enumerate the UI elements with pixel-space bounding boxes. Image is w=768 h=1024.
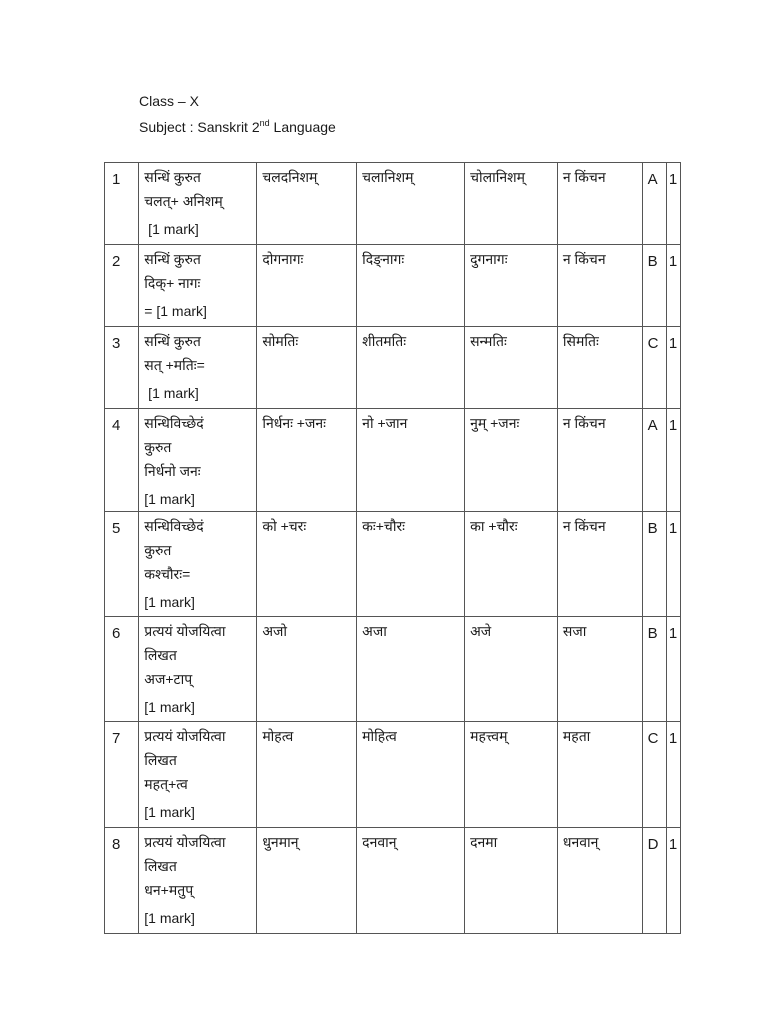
table-row (105, 327, 681, 409)
option-cell-d (557, 409, 642, 512)
answer-cell (642, 617, 666, 722)
option-cell-d (557, 722, 642, 828)
option-cell-d (557, 512, 642, 617)
answer-cell (642, 245, 666, 327)
question-number-cell (105, 722, 139, 828)
option-cell-b (357, 828, 465, 934)
question-line: निर्धनो जनः (144, 463, 201, 479)
question-line: कुरुत (144, 542, 172, 558)
question-cell (139, 512, 257, 617)
option-text: सोमतिः (262, 333, 299, 349)
option-cell-c (465, 512, 558, 617)
question-line: प्रत्ययं योजयित्वा (144, 623, 226, 639)
question-line: सन्धिविच्छेदं (144, 518, 204, 534)
mark-label: [1 mark] (144, 594, 195, 610)
table-row (105, 617, 681, 722)
question-number: 2 (112, 253, 121, 270)
option-text: सजा (562, 623, 587, 639)
question-cell (139, 617, 257, 722)
option-text: न किंचन (562, 169, 606, 185)
marks-cell (666, 828, 680, 934)
answer-letter: A (647, 417, 658, 434)
question-number: 7 (112, 730, 121, 747)
mark-label: [1 mark] (144, 221, 199, 237)
subject-line (139, 118, 336, 136)
marks-cell (666, 327, 680, 409)
option-text: सन्मतिः (470, 333, 507, 349)
table-row (105, 163, 681, 245)
question-number: 5 (112, 520, 121, 537)
table-row (105, 828, 681, 934)
answer-letter: B (647, 625, 658, 642)
mark-label: [1 mark] (144, 491, 195, 507)
question-table (104, 162, 681, 934)
question-line: धन+मतुप् (144, 882, 194, 898)
option-cell-b (357, 327, 465, 409)
option-text: दोगनागः (262, 251, 304, 267)
option-text: शीतमतिः (362, 333, 407, 349)
marks-cell (666, 163, 680, 245)
option-text: महत्त्वम् (470, 728, 508, 744)
answer-cell (642, 409, 666, 512)
option-cell-b (357, 245, 465, 327)
marks-cell (666, 722, 680, 828)
option-cell-a (257, 512, 357, 617)
answer-cell (642, 512, 666, 617)
marks-cell (666, 617, 680, 722)
option-text: महता (562, 728, 591, 744)
option-cell-c (465, 828, 558, 934)
question-number-cell (105, 409, 139, 512)
option-text: निर्धनः +जनः (262, 415, 326, 431)
class-text: Class – X (139, 93, 199, 109)
marks-value: 1 (668, 520, 678, 537)
marks-value: 1 (668, 417, 678, 434)
question-number-cell (105, 512, 139, 617)
question-line: कुरुत (144, 439, 172, 455)
question-line: सन्धिविच्छेदं (144, 415, 204, 431)
question-number: 6 (112, 625, 121, 642)
subject-suffix: Language (269, 119, 336, 135)
class-line (139, 92, 199, 110)
question-number-cell (105, 163, 139, 245)
option-cell-c (465, 163, 558, 245)
option-text: धनवान् (562, 834, 599, 850)
option-cell-b (357, 512, 465, 617)
answer-cell (642, 327, 666, 409)
table-row (105, 245, 681, 327)
question-line: प्रत्ययं योजयित्वा (144, 834, 226, 850)
option-text: न किंचन (562, 251, 606, 267)
marks-cell (666, 512, 680, 617)
question-line: दिक्+ नागः (144, 275, 201, 291)
question-line: चलत्+ अनिशम् (144, 193, 223, 209)
question-number: 3 (112, 335, 121, 352)
option-text: नो +जान (362, 415, 408, 431)
option-cell-a (257, 409, 357, 512)
question-line: सत् +मतिः= (144, 357, 205, 373)
answer-letter: C (647, 335, 659, 352)
question-cell (139, 722, 257, 828)
option-cell-a (257, 245, 357, 327)
question-cell (139, 245, 257, 327)
question-cell (139, 163, 257, 245)
marks-value: 1 (668, 253, 678, 270)
option-text: न किंचन (562, 518, 606, 534)
mark-label: [1 mark] (144, 385, 199, 401)
option-text: अजो (262, 623, 288, 639)
option-text: दुगनागः (470, 251, 508, 267)
table-row (105, 722, 681, 828)
option-text: चलानिशम् (362, 169, 414, 185)
option-cell-c (465, 617, 558, 722)
question-line: सन्धिं कुरुत (144, 333, 201, 349)
option-cell-c (465, 722, 558, 828)
option-cell-d (557, 163, 642, 245)
table-row (105, 512, 681, 617)
subject-superscript: nd (259, 118, 270, 128)
option-text: चोलानिशम् (470, 169, 526, 185)
marks-value: 1 (668, 836, 678, 853)
mark-label: = [1 mark] (144, 303, 207, 319)
option-cell-d (557, 245, 642, 327)
answer-cell (642, 163, 666, 245)
question-number-cell (105, 327, 139, 409)
question-line: महत्+त्व (144, 776, 188, 792)
option-cell-b (357, 409, 465, 512)
question-number-cell (105, 617, 139, 722)
option-cell-c (465, 245, 558, 327)
question-number-cell (105, 828, 139, 934)
option-cell-d (557, 828, 642, 934)
mark-label: [1 mark] (144, 699, 195, 715)
option-cell-a (257, 617, 357, 722)
question-cell (139, 409, 257, 512)
question-number: 4 (112, 417, 121, 434)
question-line: प्रत्ययं योजयित्वा (144, 728, 226, 744)
mark-label: [1 mark] (144, 910, 195, 926)
option-cell-a (257, 163, 357, 245)
option-text: अजा (362, 623, 387, 639)
option-cell-a (257, 828, 357, 934)
question-number-cell (105, 245, 139, 327)
marks-value: 1 (668, 171, 678, 188)
answer-letter: B (647, 520, 658, 537)
option-text: कः+चौरः (362, 518, 405, 534)
question-number: 1 (112, 171, 121, 188)
option-cell-c (465, 327, 558, 409)
question-line: लिखत (144, 752, 177, 768)
table-row (105, 409, 681, 512)
option-text: दनमा (470, 834, 498, 850)
option-cell-a (257, 327, 357, 409)
answer-letter: A (647, 171, 658, 188)
option-text: धुनमान् (262, 834, 299, 850)
answer-cell (642, 828, 666, 934)
option-cell-b (357, 617, 465, 722)
question-line: कश्चौरः= (144, 566, 191, 582)
marks-cell (666, 245, 680, 327)
option-text: चलदनिशम् (262, 169, 318, 185)
option-text: मोहत्व (262, 728, 294, 744)
option-cell-c (465, 409, 558, 512)
marks-value: 1 (668, 625, 678, 642)
question-line: लिखत (144, 647, 177, 663)
option-text: न किंचन (562, 415, 606, 431)
answer-letter: B (647, 253, 658, 270)
option-text: दनवान् (362, 834, 397, 850)
option-cell-d (557, 617, 642, 722)
marks-cell (666, 409, 680, 512)
question-cell (139, 828, 257, 934)
answer-letter: C (647, 730, 659, 747)
marks-value: 1 (668, 335, 678, 352)
question-cell (139, 327, 257, 409)
option-cell-b (357, 163, 465, 245)
option-text: का +चौरः (470, 518, 518, 534)
option-text: सिमतिः (562, 333, 599, 349)
option-text: मोहित्व (362, 728, 397, 744)
question-line: लिखत (144, 858, 177, 874)
option-text: दिङ्नागः (362, 251, 405, 267)
question-line: सन्धिं कुरुत (144, 169, 201, 185)
question-line: सन्धिं कुरुत (144, 251, 201, 267)
option-cell-d (557, 327, 642, 409)
option-text: नुम् +जनः (470, 415, 520, 431)
option-text: अजे (470, 623, 492, 639)
question-number: 8 (112, 836, 121, 853)
marks-value: 1 (668, 730, 678, 747)
mark-label: [1 mark] (144, 804, 195, 820)
answer-letter: D (647, 836, 659, 853)
option-text: को +चरः (262, 518, 307, 534)
option-cell-b (357, 722, 465, 828)
question-line: अज+टाप् (144, 671, 193, 687)
answer-cell (642, 722, 666, 828)
subject-prefix: Subject : Sanskrit 2 (139, 119, 260, 135)
option-cell-a (257, 722, 357, 828)
